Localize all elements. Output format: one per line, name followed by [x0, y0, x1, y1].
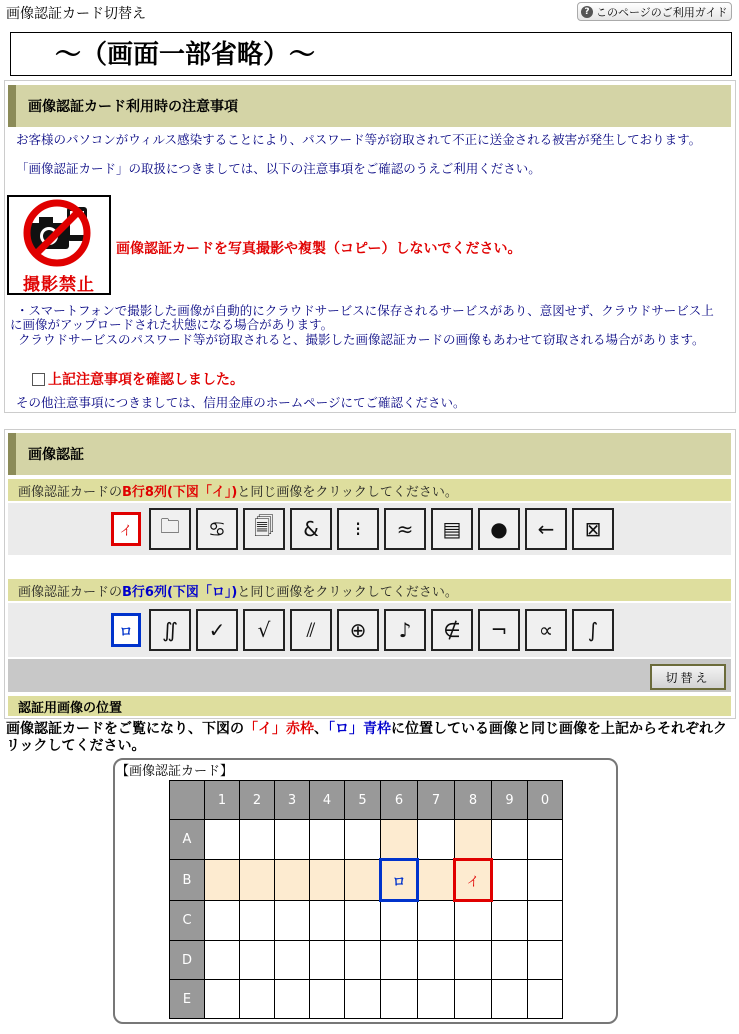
row-header: E [170, 980, 205, 1019]
image-option-1-1[interactable]: 🗀 [149, 508, 191, 550]
grid-row [170, 980, 563, 1019]
instr1-target: B行8列(下図「イ」) [122, 484, 238, 500]
grid-row [170, 820, 563, 860]
image-option-1-3[interactable]: 🗐 [243, 508, 285, 550]
instruction-row-2 [8, 579, 731, 601]
image-row-1 [8, 503, 731, 555]
col-header: 9 [492, 781, 528, 820]
grid-cell [492, 860, 528, 901]
grid-header-row [170, 781, 563, 820]
row-header: C [170, 901, 205, 941]
warning-text: 画像認証カードを写真撮影や複製（コピー）しないでください。 [116, 241, 522, 257]
card-label: 【画像認証カード】 [116, 764, 234, 779]
col-header: 6 [381, 781, 418, 820]
image-option-2-10[interactable]: ∫ [572, 609, 614, 651]
image-option-2-7[interactable]: ∉ [431, 609, 473, 651]
col-header: 7 [418, 781, 455, 820]
grid-cell [455, 941, 492, 980]
grid-cell [275, 980, 310, 1019]
grid-cell [205, 820, 240, 860]
notice-paragraph-2: 「画像認証カード」の取扱につきましては、以下の注意事項をご確認のうえご利用ください。 [16, 161, 541, 176]
notice-paragraph-1: お客様のパソコンがウィルス感染することにより、パスワード等が窃取されて不正に送金される被害が発生しております。 [16, 132, 702, 147]
grid-cell [275, 820, 310, 860]
image-option-1-4[interactable]: & [290, 508, 332, 550]
image-option-2-6[interactable]: ♪ [384, 609, 426, 651]
usage-guide-label: このページのご利用ガイド [596, 5, 728, 19]
desc-mid: 、 [314, 721, 328, 737]
image-option-1-5[interactable]: ⁝ [337, 508, 379, 550]
image-option-1-10[interactable]: ⊠ [572, 508, 614, 550]
grid-cell [345, 820, 381, 860]
grid-cell [310, 941, 345, 980]
desc-post: に位置している画像と同じ画像を上記からそれぞれクリックしてください。 [6, 721, 727, 754]
image-option-2-2[interactable]: ✓ [196, 609, 238, 651]
no-camera-icon [9, 197, 109, 269]
grid-cell [240, 941, 275, 980]
grid-cell-i: イ [455, 860, 492, 901]
no-photography-badge [7, 195, 111, 295]
instr2-pre: 画像認証カードの [18, 584, 123, 600]
col-header: 1 [205, 781, 240, 820]
notice-paragraph-4: クラウドサービスのパスワード等が窃取されると、撮影した画像認証カードの画像もあわせて窃取される場合があります。 [18, 332, 705, 347]
image-option-2-9[interactable]: ∝ [525, 609, 567, 651]
grid-cell [240, 901, 275, 941]
col-header: 4 [310, 781, 345, 820]
grid-cell [381, 901, 418, 941]
col-header: 8 [455, 781, 492, 820]
grid-cell [205, 901, 240, 941]
grid-cell [418, 941, 455, 980]
instr2-post: と同じ画像をクリックしてください。 [237, 584, 458, 600]
col-header: 5 [345, 781, 381, 820]
image-option-2-4[interactable]: ⫽ [290, 609, 332, 651]
image-option-2-1[interactable]: ∬ [149, 609, 191, 651]
grid-cell [492, 820, 528, 860]
grid-cell [275, 901, 310, 941]
grid-cell [528, 980, 563, 1019]
usage-guide-button[interactable] [577, 2, 732, 21]
desc-blue: 「ロ」青枠 [328, 721, 391, 737]
grid-cell [528, 901, 563, 941]
target-marker-ro: ロ [111, 613, 141, 647]
grid-cell [381, 820, 418, 860]
image-option-2-5[interactable]: ⊕ [337, 609, 379, 651]
grid-corner [170, 781, 205, 820]
col-header: 0 [528, 781, 563, 820]
grid-cell [240, 980, 275, 1019]
instr2-target: B行6列(下図「ロ」) [122, 584, 238, 600]
grid-row [170, 941, 563, 980]
grid-cell [205, 941, 240, 980]
grid-cell [455, 980, 492, 1019]
confirm-checkbox-label: 上記注意事項を確認しました。 [48, 372, 244, 388]
grid-cell [345, 901, 381, 941]
grid-cell [418, 860, 455, 901]
instr1-pre: 画像認証カードの [18, 484, 123, 500]
image-option-1-7[interactable]: ▤ [431, 508, 473, 550]
help-icon: ? [581, 6, 593, 18]
grid-cell [275, 941, 310, 980]
grid-cell [492, 941, 528, 980]
col-header: 2 [240, 781, 275, 820]
grid-cell [205, 860, 240, 901]
notice-paragraph-5: その他注意事項につきましては、信用金庫のホームページにてご確認ください。 [16, 395, 466, 410]
image-option-1-8[interactable]: ● [478, 508, 520, 550]
grid-cell [240, 820, 275, 860]
image-option-1-6[interactable]: ≈ [384, 508, 426, 550]
grid-cell [345, 941, 381, 980]
grid-cell [240, 860, 275, 901]
target-marker-i: イ [111, 512, 141, 546]
image-option-2-3[interactable]: √ [243, 609, 285, 651]
position-heading: 認証用画像の位置 [8, 696, 731, 716]
notice-heading: 画像認証カード利用時の注意事項 [8, 85, 731, 127]
grid-cell [455, 820, 492, 860]
row-header: A [170, 820, 205, 860]
grid-row [170, 860, 563, 901]
grid-cell [418, 820, 455, 860]
desc-red: 「イ」赤枠 [244, 721, 314, 737]
grid-cell [528, 941, 563, 980]
grid-cell [275, 860, 310, 901]
switch-button[interactable]: 切替え [650, 664, 726, 690]
grid-cell [492, 901, 528, 941]
grid-cell [455, 901, 492, 941]
grid-cell [492, 980, 528, 1019]
omitted-banner: 〜（画面一部省略）〜 [10, 32, 732, 76]
grid-cell [418, 901, 455, 941]
grid-cell [205, 980, 240, 1019]
grid-cell [310, 860, 345, 901]
image-row-2 [8, 603, 731, 657]
col-header: 3 [275, 781, 310, 820]
grid-row [170, 901, 563, 941]
badge-text: 撮影禁止 [23, 275, 95, 295]
image-option-2-8[interactable]: ¬ [478, 609, 520, 651]
image-option-1-9[interactable]: ← [525, 508, 567, 550]
row-header: B [170, 860, 205, 901]
notice-paragraph-3: ・スマートフォンで撮影した画像が自動的にクラウドサービスに保存されるサービスがあり、意図せず、クラウドサービス上に画像がアップロードされた状態になる場合があります。 [10, 303, 714, 332]
auth-heading: 画像認証 [8, 433, 731, 475]
confirm-checkbox[interactable] [32, 373, 45, 386]
instr1-post: と同じ画像をクリックしてください。 [237, 484, 458, 500]
grid-cell [418, 980, 455, 1019]
grid-cell [310, 901, 345, 941]
grid-cell [345, 980, 381, 1019]
grid-cell [528, 820, 563, 860]
row-header: D [170, 941, 205, 980]
auth-card-grid [169, 780, 563, 1019]
grid-cell [345, 860, 381, 901]
grid-cell [528, 860, 563, 901]
grid-cell [381, 980, 418, 1019]
instruction-row-1 [8, 479, 731, 501]
position-description [6, 721, 728, 755]
desc-pre: 画像認証カードをご覧になり、下図の [6, 721, 244, 737]
action-bar [8, 659, 731, 692]
image-option-1-2[interactable]: ♋ [196, 508, 238, 550]
grid-cell-ro: ロ [381, 860, 418, 901]
confirm-checkbox-row[interactable] [32, 369, 244, 389]
grid-cell [310, 980, 345, 1019]
grid-cell [381, 941, 418, 980]
grid-cell [310, 820, 345, 860]
page-title: 画像認証カード切替え [6, 6, 146, 22]
